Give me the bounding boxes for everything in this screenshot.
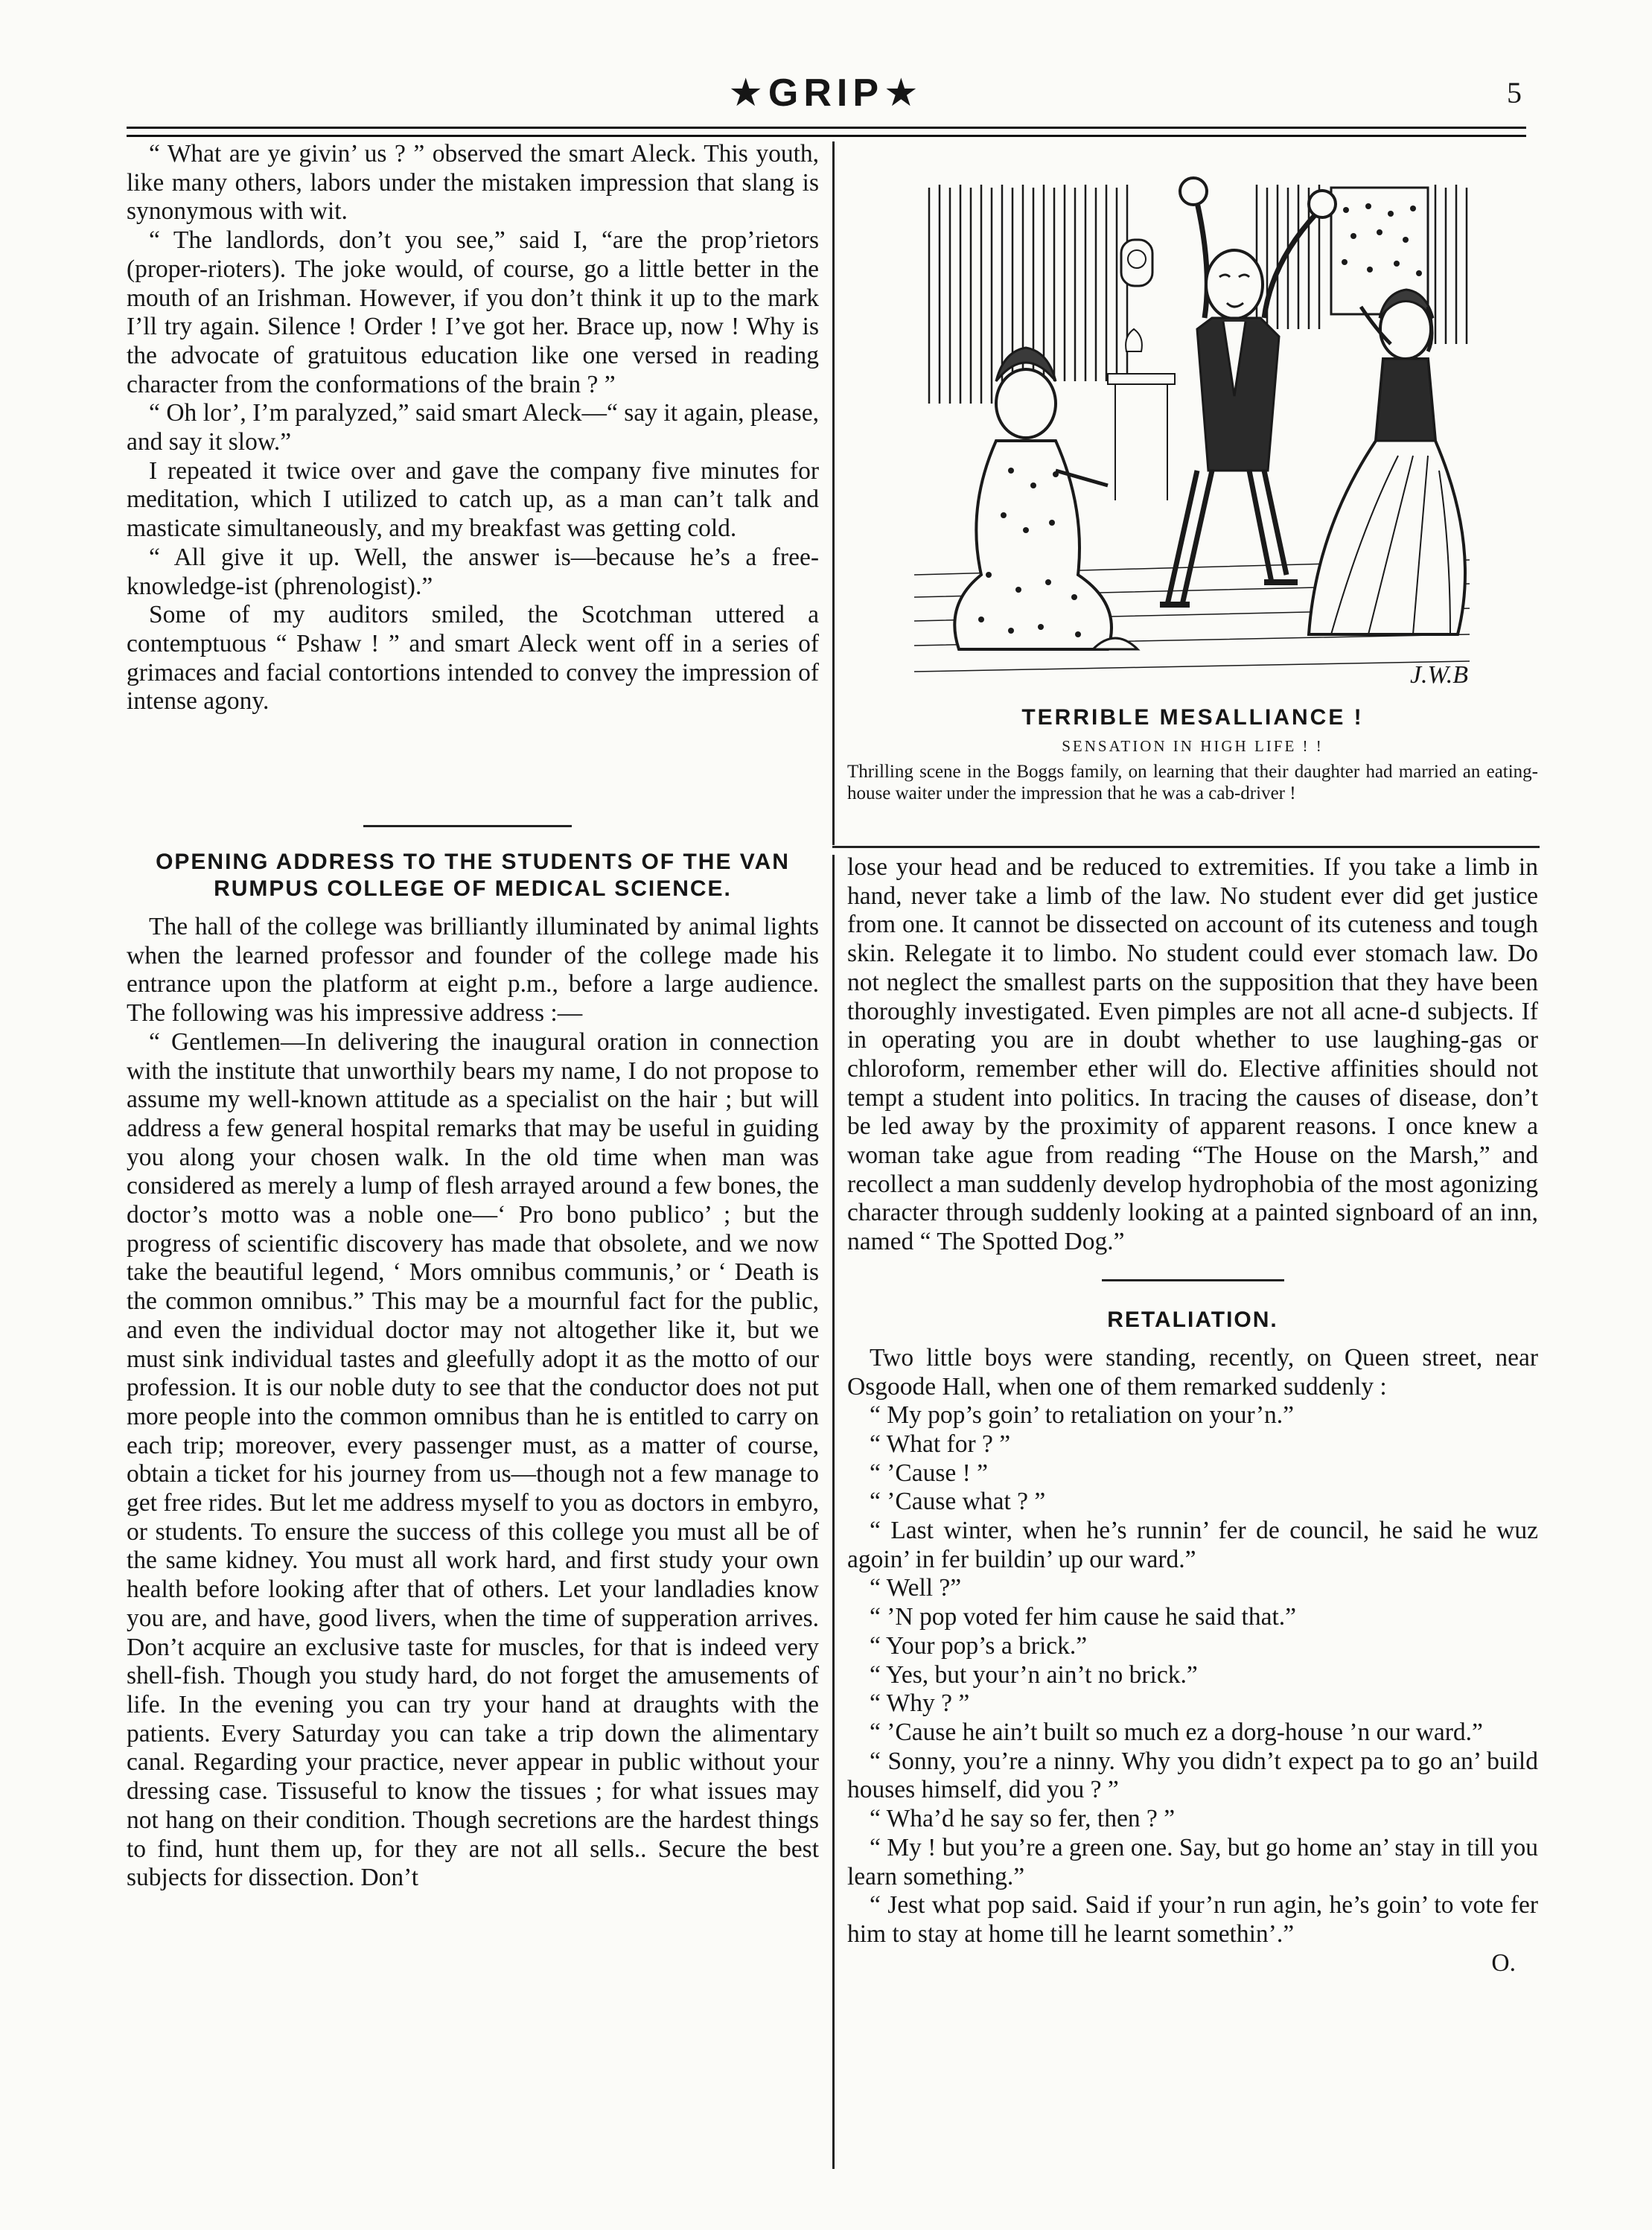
paragraph: lose your head and be reduced to extremities. If you take a limb in hand, never take a limb of the law. No student ever did get justice from one. It cannot be dissected on account of its cuteness and tough skin. Relegate it to limbo. No student could ever stomach law. Do not neglect the smallest parts on the supposition that they have been thoroughly investigated. Even pimples are not all acne-d subjects. If in operating you are in doubt whether to use laughing-gas or chloroform, remember ether will do. Elective affinities should not tempt a student into politics. In tracing the causes of disease, don’t be led away by the proximity of apparent reasons. I once knew a woman take ague from reading “The House on the Marsh,” and recollect a man suddenly develop hydrophobia of the most agonizing character through suddenly looking at a painted signboard of an inn, named “ The Spotted Dog.”: [847, 853, 1538, 1256]
paragraph: “ Gentlemen—In delivering the inaugural oration in connection with the institute that unworthily bears my name, I do not propose to assume my well-known attitude as a specialist on the hair ; but will address a few general hospital remarks that may be useful in guiding you along your chosen walk. In the old time when man was considered as merely a lump of flesh arrayed around a few bones, the doctor’s motto was a noble one—‘ Pro bono publico’ ; but the progress of scientific discovery has made that obsolete, and we now take the beautiful legend, ‘ Mors omnibus communis,’ or ‘ Death is the common omnibus.” This may be a mournful fact for the public, and even the individual doctor may not altogether like it, but we must sink individual tastes and gleefully adopt it as the motto of our profession. It is our noble duty to see that the conductor does not put more people into the common omnibus than he is entitled to carry on each trip; moreover, every passenger must, as a matter of course, obtain a ticket for his journey from us—though not a few manage to get free rides. But let me address myself to you as doctors in embyro, or students. To ensure the success of this college you must all be of the same kidney. You must all work hard, and first study your own health before looking after that of others. Let your landladies know you are, and have, good livers, when the time of supperation arrives. Don’t acquire an exclusive taste for muscles, for that is indeed very shell-fish. Though you study hard, do not forget the amusements of life. In the evening you can try your hand at draughts with the patients. Every Saturday you can take a trip down the alimentary canal. Regarding your practice, never appear in public without your dressing case. Tissuseful to know the tissues ; for what issues may not hang on their condition. Though secretions are the hardest things to find, hunt them up, for they are not all sells.. Secure the best subjects for dissection. Don’t: [127, 1028, 819, 1892]
right-column: [847, 853, 1538, 1978]
dialogue-line: “ ’Cause what ? ”: [870, 1488, 1046, 1516]
masthead: [0, 71, 1652, 123]
left-column-top: [127, 140, 819, 716]
illustration-caption: Thrilling scene in the Boggs family, on learning that their daughter had married an eating-house waiter under the impression that he was a cab-driver !: [847, 762, 1538, 803]
dialogue-line: “ My ! but you’re a green one. Say, but go home an’ stay in till you learn something.”: [847, 1833, 1538, 1890]
section-divider: [363, 825, 572, 827]
paragraph: The hall of the college was brilliantly illuminated by animal lights when the learned professor and founder of the college made his entrance upon the platform at eight p.m., before a large audience. The following was his impressive address :—: [127, 913, 819, 1028]
paragraph: “ All give it up. Well, the answer is—because he’s a free-knowledge-ist (phrenologist).”: [127, 543, 819, 600]
illustration-signature: J.W.B: [1409, 661, 1468, 689]
dialogue-line: “ Sonny, you’re a ninny. Why you didn’t expect pa to go an’ build houses himself, did you ? ”: [847, 1747, 1538, 1804]
dialogue-line: “ Your pop’s a brick.”: [870, 1631, 1088, 1660]
paragraph: “ What are ye givin’ us ? ” observed the smart Aleck. This youth, like many others, labors under the mistaken impression that slang is synonymous with wit.: [127, 140, 819, 226]
dialogue-line: “ Why ? ”: [870, 1689, 970, 1718]
paragraph: “ Oh lor’, I’m paralyzed,” said smart Aleck—“ say it again, please, and say it slow.”: [127, 399, 819, 456]
retaliation-title: RETALIATION.: [1107, 1307, 1278, 1332]
section-divider: [1102, 1279, 1284, 1281]
header-rule: [127, 127, 1526, 137]
paragraph: Some of my auditors smiled, the Scotchman uttered a contemptuous “ Pshaw ! ” and smart Aleck went off in a series of grimaces and facial contortions intended to convey the impression of intense agony.: [127, 601, 819, 716]
dialogue-line: “ Wha’d he say so fer, then ? ”: [870, 1805, 1176, 1833]
paragraph: I repeated it twice over and gave the company five minutes for meditation, which I utilized to catch up, as a man can’t talk and masticate simultaneously, and my breakfast was getting cold.: [127, 456, 819, 543]
illustration-title: TERRIBLE MESALLIANCE !: [1021, 705, 1364, 730]
dialogue-line: “ ’Cause he ain’t built so much ez a dorg-house ’n our ward.”: [870, 1718, 1483, 1746]
dialogue-line: “ ’N pop voted fer him cause he said that.”: [870, 1603, 1297, 1631]
left-column-article: [127, 849, 819, 1893]
cartoon-drawing: [914, 158, 1470, 692]
dialogue-line: “ My pop’s goin’ to retaliation on your’n.”: [870, 1401, 1295, 1430]
column-rule-upper: [832, 141, 835, 845]
dialogue-line: Two little boys were standing, recently, on Queen street, near Osgoode Hall, when one of them remarked suddenly :: [847, 1343, 1538, 1401]
dialogue-line: “ Yes, but your’n ain’t no brick.”: [870, 1660, 1198, 1689]
cartoon-illustration: [914, 158, 1470, 692]
column-rule-lower: [832, 855, 835, 2169]
dialogue-line: “ Jest what pop said. Said if your’n run agin, he’s goin’ to vote fer him to stay at home till he learnt somethin’.”: [847, 1891, 1538, 1948]
signoff: O.: [1491, 1949, 1516, 1977]
dialogue-line: “ ’Cause ! ”: [870, 1459, 989, 1487]
illustration-subtitle: SENSATION IN HIGH LIFE ! !: [1062, 737, 1324, 755]
masthead-title: ★GRIP★: [728, 71, 924, 115]
illustration-bottom-rule: [832, 846, 1540, 848]
paragraph: “ The landlords, don’t you see,” said I, “are the prop’rietors (proper-rioters). The joke would, of course, go a little better in the mouth of an Irishman. However, if you don’t think it up to the mark I’ll try again. Silence ! Order ! I’ve got her. Brace up, now ! Why is the advocate of gratuitous education like one versed in reading character from the conformations of the brain ? ”: [127, 226, 819, 398]
dialogue-line: “ Well ?”: [870, 1574, 962, 1602]
dialogue-line: “ Last winter, when he’s runnin’ fer de council, he said he wuz agoin’ in fer buildin’ up our ward.”: [847, 1517, 1538, 1573]
dialogue-line: “ What for ? ”: [870, 1430, 1011, 1458]
page-number: 5: [1507, 76, 1522, 109]
article-title: OPENING ADDRESS TO THE STUDENTS OF THE VAN RUMPUS COLLEGE OF MEDICAL SCIENCE.: [156, 850, 790, 901]
